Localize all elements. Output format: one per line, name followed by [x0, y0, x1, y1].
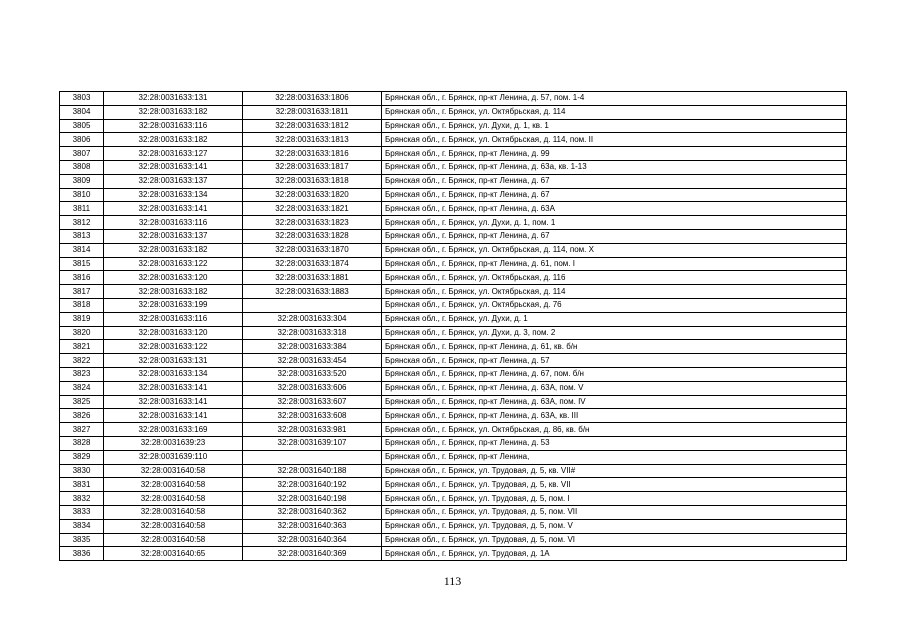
table-row	[60, 367, 847, 381]
table-row	[60, 423, 847, 437]
parent-cadastral-number-cell: 32:28:0031633:141	[104, 395, 243, 409]
parent-cadastral-number-cell: 32:28:0031633:131	[104, 354, 243, 368]
address-cell: Брянская обл., г. Брянск, пр-кт Ленина, д. 57	[382, 354, 847, 368]
parent-cadastral-number-cell: 32:28:0031633:137	[104, 174, 243, 188]
cadastral-number-cell: 32:28:0031633:520	[243, 367, 382, 381]
address-cell: Брянская обл., г. Брянск, ул. Трудовая, д. 5, пом. I	[382, 492, 847, 506]
row-number-cell: 3830	[60, 464, 104, 478]
address-cell: Брянская обл., г. Брянск, ул. Духи, д. 1	[382, 312, 847, 326]
table-row	[60, 505, 847, 519]
parent-cadastral-number-cell: 32:28:0031633:122	[104, 340, 243, 354]
table-row	[60, 188, 847, 202]
cadastral-number-cell: 32:28:0031633:1812	[243, 119, 382, 133]
address-cell: Брянская обл., г. Брянск, ул. Трудовая, д. 5, пом. VII	[382, 505, 847, 519]
table-row	[60, 147, 847, 161]
parent-cadastral-number-cell: 32:28:0031633:127	[104, 147, 243, 161]
address-cell: Брянская обл., г. Брянск, пр-кт Ленина, д. 67	[382, 229, 847, 243]
table-row	[60, 202, 847, 216]
cadastral-number-cell: 32:28:0031633:607	[243, 395, 382, 409]
parent-cadastral-number-cell: 32:28:0031633:182	[104, 133, 243, 147]
table-row	[60, 478, 847, 492]
address-cell: Брянская обл., г. Брянск, пр-кт Ленина, д. 63А	[382, 202, 847, 216]
parent-cadastral-number-cell: 32:28:0031633:116	[104, 119, 243, 133]
parent-cadastral-number-cell: 32:28:0031633:131	[104, 92, 243, 106]
address-cell: Брянская обл., г. Брянск, пр-кт Ленина, д. 99	[382, 147, 847, 161]
parent-cadastral-number-cell: 32:28:0031639:23	[104, 436, 243, 450]
table-body	[60, 92, 847, 561]
row-number-cell: 3808	[60, 160, 104, 174]
row-number-cell: 3803	[60, 92, 104, 106]
address-cell: Брянская обл., г. Брянск, ул. Трудовая, д. 5, кв. VII#	[382, 464, 847, 478]
parent-cadastral-number-cell: 32:28:0031640:58	[104, 492, 243, 506]
parent-cadastral-number-cell: 32:28:0031633:141	[104, 202, 243, 216]
table-row	[60, 519, 847, 533]
cadastral-number-cell: 32:28:0031633:1811	[243, 105, 382, 119]
table-row	[60, 271, 847, 285]
cadastral-number-cell: 32:28:0031633:384	[243, 340, 382, 354]
cadastral-number-cell: 32:28:0031633:1820	[243, 188, 382, 202]
parent-cadastral-number-cell: 32:28:0031639:110	[104, 450, 243, 464]
address-cell: Брянская обл., г. Брянск, ул. Трудовая, д. 1А	[382, 547, 847, 561]
address-cell: Брянская обл., г. Брянск, пр-кт Ленина,	[382, 450, 847, 464]
table-row	[60, 492, 847, 506]
cadastral-number-cell: 32:28:0031640:369	[243, 547, 382, 561]
cadastral-number-cell: 32:28:0031633:1818	[243, 174, 382, 188]
parent-cadastral-number-cell: 32:28:0031633:120	[104, 271, 243, 285]
address-cell: Брянская обл., г. Брянск, пр-кт Ленина, д. 63А, пом. IV	[382, 395, 847, 409]
cadastral-number-cell: 32:28:0031640:188	[243, 464, 382, 478]
cadastral-number-cell: 32:28:0031640:198	[243, 492, 382, 506]
address-cell: Брянская обл., г. Брянск, пр-кт Ленина, д. 63А, кв. III	[382, 409, 847, 423]
table-row	[60, 285, 847, 299]
table-row	[60, 533, 847, 547]
address-cell: Брянская обл., г. Брянск, пр-кт Ленина, д. 67, пом. б/н	[382, 367, 847, 381]
address-cell: Брянская обл., г. Брянск, пр-кт Ленина, д. 67	[382, 174, 847, 188]
row-number-cell: 3817	[60, 285, 104, 299]
address-cell: Брянская обл., г. Брянск, ул. Октябрьская, д. 86, кв. б/н	[382, 423, 847, 437]
cadastral-number-cell: 32:28:0031633:1881	[243, 271, 382, 285]
parent-cadastral-number-cell: 32:28:0031633:120	[104, 326, 243, 340]
table-row	[60, 381, 847, 395]
parent-cadastral-number-cell: 32:28:0031633:182	[104, 285, 243, 299]
row-number-cell: 3819	[60, 312, 104, 326]
cadastral-number-cell: 32:28:0031640:364	[243, 533, 382, 547]
row-number-cell: 3814	[60, 243, 104, 257]
address-cell: Брянская обл., г. Брянск, ул. Трудовая, д. 5, кв. VII	[382, 478, 847, 492]
cadastral-number-cell: 32:28:0031633:608	[243, 409, 382, 423]
cadastral-number-cell: 32:28:0031633:1816	[243, 147, 382, 161]
row-number-cell: 3831	[60, 478, 104, 492]
address-cell: Брянская обл., г. Брянск, пр-кт Ленина, д. 63а, кв. 1-13	[382, 160, 847, 174]
table-row	[60, 133, 847, 147]
row-number-cell: 3820	[60, 326, 104, 340]
address-cell: Брянская обл., г. Брянск, ул. Трудовая, д. 5, пом. VI	[382, 533, 847, 547]
address-cell: Брянская обл., г. Брянск, ул. Октябрьская, д. 116	[382, 271, 847, 285]
parent-cadastral-number-cell: 32:28:0031640:58	[104, 464, 243, 478]
row-number-cell: 3822	[60, 354, 104, 368]
table-row	[60, 216, 847, 230]
cadastral-number-cell	[243, 298, 382, 312]
row-number-cell: 3816	[60, 271, 104, 285]
table-row	[60, 409, 847, 423]
row-number-cell: 3835	[60, 533, 104, 547]
table-row	[60, 312, 847, 326]
row-number-cell: 3826	[60, 409, 104, 423]
address-cell: Брянская обл., г. Брянск, ул. Октябрьская, д. 76	[382, 298, 847, 312]
address-cell: Брянская обл., г. Брянск, пр-кт Ленина, д. 53	[382, 436, 847, 450]
address-cell: Брянская обл., г. Брянск, ул. Октябрьская, д. 114, пом. X	[382, 243, 847, 257]
row-number-cell: 3805	[60, 119, 104, 133]
cadastral-number-cell: 32:28:0031640:362	[243, 505, 382, 519]
table-row	[60, 160, 847, 174]
cadastral-number-cell: 32:28:0031633:1821	[243, 202, 382, 216]
parent-cadastral-number-cell: 32:28:0031633:141	[104, 160, 243, 174]
row-number-cell: 3813	[60, 229, 104, 243]
row-number-cell: 3810	[60, 188, 104, 202]
cadastral-number-cell: 32:28:0031633:1883	[243, 285, 382, 299]
row-number-cell: 3815	[60, 257, 104, 271]
row-number-cell: 3823	[60, 367, 104, 381]
address-cell: Брянская обл., г. Брянск, пр-кт Ленина, д. 67	[382, 188, 847, 202]
parent-cadastral-number-cell: 32:28:0031633:134	[104, 367, 243, 381]
address-cell: Брянская обл., г. Брянск, пр-кт Ленина, д. 61, кв. б/н	[382, 340, 847, 354]
row-number-cell: 3832	[60, 492, 104, 506]
table-row	[60, 105, 847, 119]
cadastral-number-cell: 32:28:0031640:363	[243, 519, 382, 533]
row-number-cell: 3809	[60, 174, 104, 188]
table-row	[60, 257, 847, 271]
address-cell: Брянская обл., г. Брянск, ул. Трудовая, д. 5, пом. V	[382, 519, 847, 533]
table-row	[60, 119, 847, 133]
table-row	[60, 547, 847, 561]
address-cell: Брянская обл., г. Брянск, ул. Октябрьская, д. 114, пом. II	[382, 133, 847, 147]
row-number-cell: 3806	[60, 133, 104, 147]
parent-cadastral-number-cell: 32:28:0031633:169	[104, 423, 243, 437]
address-cell: Брянская обл., г. Брянск, ул. Духи, д. 1, пом. 1	[382, 216, 847, 230]
cadastral-number-cell: 32:28:0031639:107	[243, 436, 382, 450]
row-number-cell: 3828	[60, 436, 104, 450]
cadastral-number-cell: 32:28:0031633:1806	[243, 92, 382, 106]
row-number-cell: 3834	[60, 519, 104, 533]
row-number-cell: 3829	[60, 450, 104, 464]
row-number-cell: 3811	[60, 202, 104, 216]
cadastral-number-cell: 32:28:0031633:454	[243, 354, 382, 368]
row-number-cell: 3812	[60, 216, 104, 230]
row-number-cell: 3821	[60, 340, 104, 354]
parent-cadastral-number-cell: 32:28:0031633:182	[104, 105, 243, 119]
parent-cadastral-number-cell: 32:28:0031640:65	[104, 547, 243, 561]
table-row	[60, 243, 847, 257]
parent-cadastral-number-cell: 32:28:0031633:182	[104, 243, 243, 257]
parent-cadastral-number-cell: 32:28:0031633:134	[104, 188, 243, 202]
table-row	[60, 464, 847, 478]
row-number-cell: 3804	[60, 105, 104, 119]
cadastral-number-cell: 32:28:0031633:1874	[243, 257, 382, 271]
address-cell: Брянская обл., г. Брянск, пр-кт Ленина, д. 63А, пом. V	[382, 381, 847, 395]
parent-cadastral-number-cell: 32:28:0031640:58	[104, 533, 243, 547]
address-cell: Брянская обл., г. Брянск, ул. Октябрьская, д. 114	[382, 105, 847, 119]
cadastral-number-cell: 32:28:0031633:1870	[243, 243, 382, 257]
table-row	[60, 326, 847, 340]
row-number-cell: 3827	[60, 423, 104, 437]
address-cell: Брянская обл., г. Брянск, ул. Духи, д. 1, кв. 1	[382, 119, 847, 133]
parent-cadastral-number-cell: 32:28:0031633:137	[104, 229, 243, 243]
parent-cadastral-number-cell: 32:28:0031633:141	[104, 409, 243, 423]
parent-cadastral-number-cell: 32:28:0031633:122	[104, 257, 243, 271]
parent-cadastral-number-cell: 32:28:0031633:141	[104, 381, 243, 395]
row-number-cell: 3825	[60, 395, 104, 409]
table-row	[60, 174, 847, 188]
cadastral-number-cell: 32:28:0031633:1828	[243, 229, 382, 243]
address-cell: Брянская обл., г. Брянск, пр-кт Ленина, д. 57, пом. 1-4	[382, 92, 847, 106]
row-number-cell: 3818	[60, 298, 104, 312]
address-cell: Брянская обл., г. Брянск, пр-кт Ленина, д. 61, пом. I	[382, 257, 847, 271]
cadastral-number-cell: 32:28:0031633:1813	[243, 133, 382, 147]
table-row	[60, 229, 847, 243]
row-number-cell: 3824	[60, 381, 104, 395]
cadastral-registry-table	[59, 91, 847, 561]
table-row	[60, 450, 847, 464]
table-row	[60, 298, 847, 312]
parent-cadastral-number-cell: 32:28:0031633:199	[104, 298, 243, 312]
cadastral-number-cell: 32:28:0031633:1823	[243, 216, 382, 230]
table-row	[60, 92, 847, 106]
page-number: 113	[443, 574, 462, 588]
cadastral-number-cell: 32:28:0031633:304	[243, 312, 382, 326]
address-cell: Брянская обл., г. Брянск, ул. Духи, д. 3, пом. 2	[382, 326, 847, 340]
cadastral-number-cell: 32:28:0031640:192	[243, 478, 382, 492]
table-row	[60, 354, 847, 368]
parent-cadastral-number-cell: 32:28:0031633:116	[104, 216, 243, 230]
address-cell: Брянская обл., г. Брянск, ул. Октябрьская, д. 114	[382, 285, 847, 299]
table-row	[60, 436, 847, 450]
table-row	[60, 395, 847, 409]
cadastral-number-cell: 32:28:0031633:318	[243, 326, 382, 340]
cadastral-number-cell: 32:28:0031633:981	[243, 423, 382, 437]
cadastral-number-cell	[243, 450, 382, 464]
cadastral-number-cell: 32:28:0031633:1817	[243, 160, 382, 174]
row-number-cell: 3807	[60, 147, 104, 161]
parent-cadastral-number-cell: 32:28:0031640:58	[104, 478, 243, 492]
row-number-cell: 3836	[60, 547, 104, 561]
parent-cadastral-number-cell: 32:28:0031640:58	[104, 505, 243, 519]
parent-cadastral-number-cell: 32:28:0031633:116	[104, 312, 243, 326]
cadastral-number-cell: 32:28:0031633:606	[243, 381, 382, 395]
parent-cadastral-number-cell: 32:28:0031640:58	[104, 519, 243, 533]
row-number-cell: 3833	[60, 505, 104, 519]
table-row	[60, 340, 847, 354]
